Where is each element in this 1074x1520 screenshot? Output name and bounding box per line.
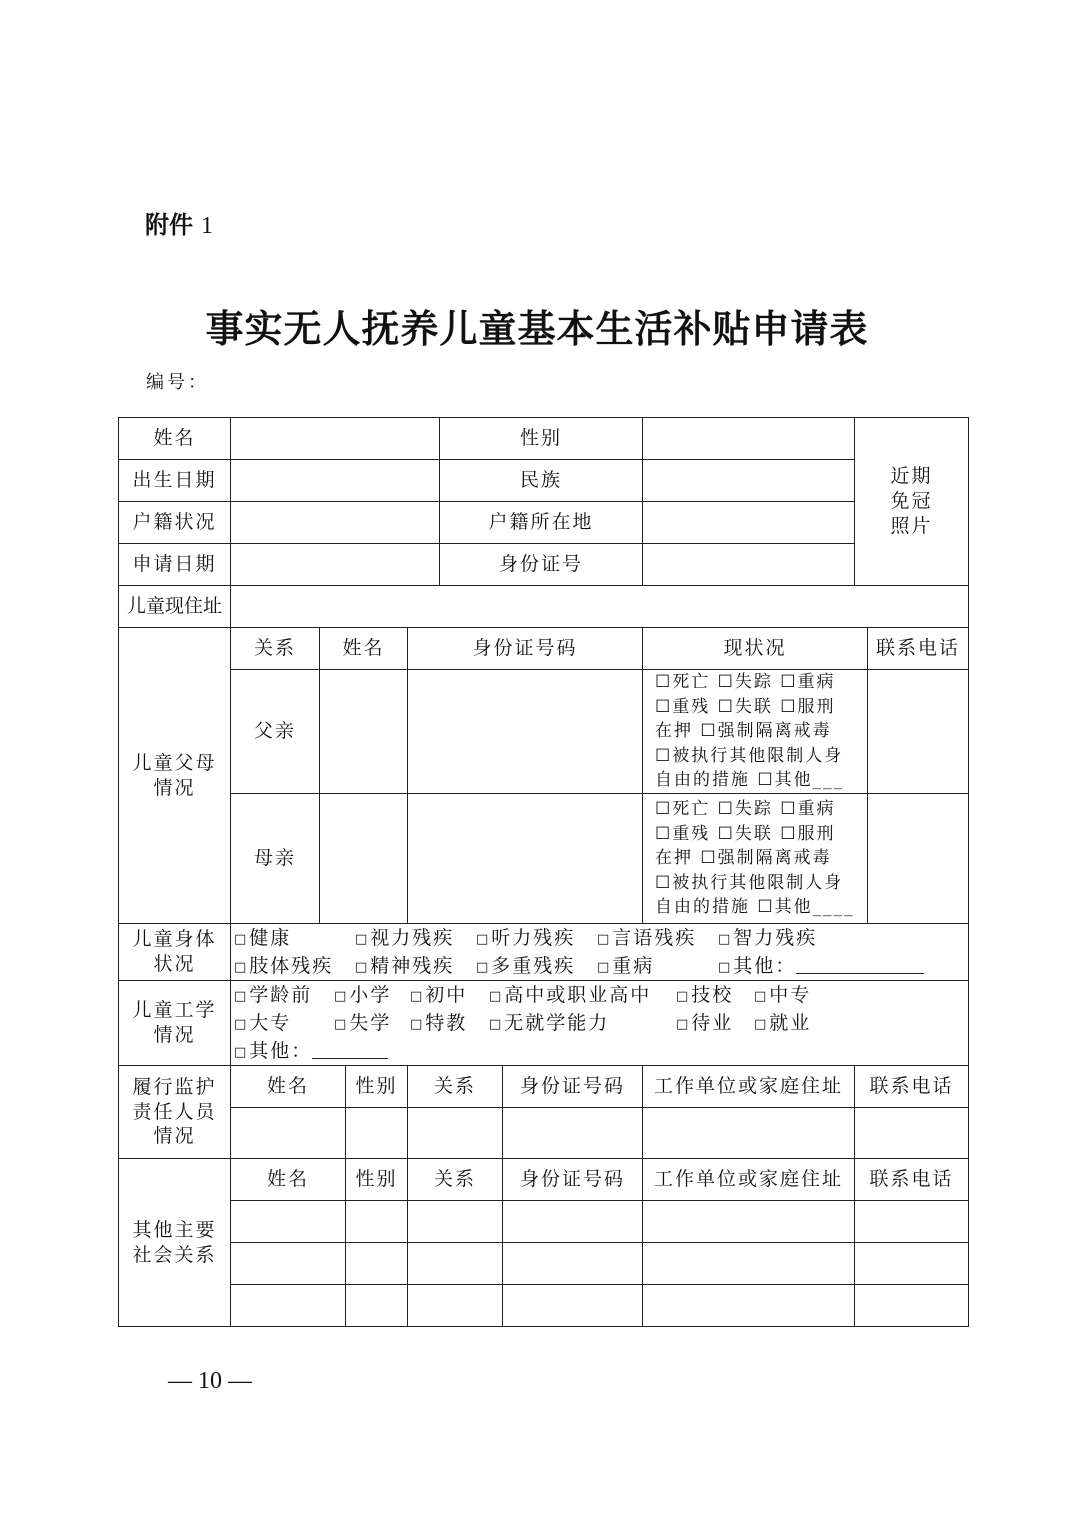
guardian-header-address: 工作单位或家庭住址 — [643, 1066, 855, 1108]
guardian-header-relation: 关系 — [408, 1066, 503, 1108]
study-option-other[interactable]: □其他： — [234, 1037, 388, 1066]
guardian-address-field[interactable] — [643, 1108, 855, 1159]
study-option[interactable]: □大专 — [234, 1012, 292, 1034]
mother-label: 母亲 — [231, 794, 320, 924]
mother-status-options[interactable]: ☐死亡 ☐失踪 ☐重病 ☐重残 ☐失联 ☐服刑 在押 ☐强制隔离戒毒 ☐被执行其他限制人身 自由的措施 ☐其他____ — [643, 794, 868, 924]
table-row — [119, 1243, 969, 1285]
health-option[interactable]: □多重残疾 — [476, 955, 576, 977]
guardian-header-id: 身份证号码 — [503, 1066, 643, 1108]
guardian-phone-field[interactable] — [855, 1108, 969, 1159]
health-option[interactable]: □智力残疾 — [718, 927, 818, 949]
health-option[interactable]: □听力残疾 — [476, 927, 576, 949]
guardian-id-field[interactable] — [503, 1108, 643, 1159]
health-option[interactable]: □重病 — [597, 955, 655, 977]
health-option[interactable]: □精神残疾 — [355, 955, 455, 977]
study-option[interactable]: □小学 — [334, 984, 392, 1006]
study-option[interactable]: □技校 — [676, 984, 734, 1006]
social-address-field[interactable] — [643, 1285, 855, 1327]
study-option[interactable]: □失学 — [334, 1012, 392, 1034]
study-option[interactable]: □待业 — [676, 1012, 734, 1034]
social-header-gender: 性别 — [346, 1159, 408, 1201]
birth-date-label: 出生日期 — [119, 460, 231, 502]
social-section-label: 其他主要 社会关系 — [119, 1159, 231, 1327]
social-header-address: 工作单位或家庭住址 — [643, 1159, 855, 1201]
parents-header-status: 现状况 — [643, 628, 868, 670]
social-phone-field[interactable] — [855, 1285, 969, 1327]
social-phone-field[interactable] — [855, 1243, 969, 1285]
social-header-phone: 联系电话 — [855, 1159, 969, 1201]
gender-field[interactable] — [643, 418, 855, 460]
guardian-header-gender: 性别 — [346, 1066, 408, 1108]
apply-date-field[interactable] — [231, 544, 440, 586]
father-label: 父亲 — [231, 670, 320, 794]
social-address-field[interactable] — [643, 1201, 855, 1243]
health-section-label: 儿童身体 状况 — [119, 924, 231, 981]
hukou-place-field[interactable] — [643, 502, 855, 544]
father-status-options[interactable]: ☐死亡 ☐失踪 ☐重病 ☐重残 ☐失联 ☐服刑 在押 ☐强制隔离戒毒 ☐被执行其他限制人身 自由的措施 ☐其他___ — [643, 670, 868, 794]
id-number-label: 身份证号 — [440, 544, 643, 586]
social-gender-field[interactable] — [346, 1243, 408, 1285]
mother-name-field[interactable] — [320, 794, 408, 924]
parents-header-name: 姓名 — [320, 628, 408, 670]
mother-id-field[interactable] — [408, 794, 643, 924]
father-id-field[interactable] — [408, 670, 643, 794]
social-relation-field[interactable] — [408, 1285, 503, 1327]
father-name-field[interactable] — [320, 670, 408, 794]
parents-header-phone: 联系电话 — [868, 628, 969, 670]
social-id-field[interactable] — [503, 1285, 643, 1327]
guardian-name-field[interactable] — [231, 1108, 346, 1159]
social-name-field[interactable] — [231, 1201, 346, 1243]
apply-date-label: 申请日期 — [119, 544, 231, 586]
health-options — [231, 924, 969, 981]
ethnicity-label: 民族 — [440, 460, 643, 502]
study-option[interactable]: □初中 — [410, 984, 468, 1006]
social-name-field[interactable] — [231, 1285, 346, 1327]
study-option[interactable]: □就业 — [754, 1012, 812, 1034]
guardian-relation-field[interactable] — [408, 1108, 503, 1159]
parents-header-relation: 关系 — [231, 628, 320, 670]
form-title: 事实无人抚养儿童基本生活补贴申请表 — [205, 306, 869, 351]
social-id-field[interactable] — [503, 1243, 643, 1285]
study-option[interactable]: □无就学能力 — [489, 1012, 610, 1034]
study-section-label: 儿童工学 情况 — [119, 981, 231, 1066]
guardian-section-label: 履行监护 责任人员 情况 — [119, 1066, 231, 1159]
table-row — [119, 1285, 969, 1327]
social-address-field[interactable] — [643, 1243, 855, 1285]
parents-header-id: 身份证号码 — [408, 628, 643, 670]
social-relation-field[interactable] — [408, 1243, 503, 1285]
name-label: 姓名 — [119, 418, 231, 460]
guardian-header-name: 姓名 — [231, 1066, 346, 1108]
social-header-id: 身份证号码 — [503, 1159, 643, 1201]
hukou-status-field[interactable] — [231, 502, 440, 544]
social-header-name: 姓名 — [231, 1159, 346, 1201]
page-number: — 10 — — [168, 1368, 252, 1394]
photo-box[interactable]: 近期 免冠 照片 — [855, 418, 969, 586]
study-other-blank[interactable] — [312, 1040, 388, 1059]
health-option-other[interactable]: □其他： — [718, 952, 924, 981]
social-gender-field[interactable] — [346, 1285, 408, 1327]
gender-label: 性别 — [440, 418, 643, 460]
social-id-field[interactable] — [503, 1201, 643, 1243]
birth-date-field[interactable] — [231, 460, 440, 502]
guardian-header-phone: 联系电话 — [855, 1066, 969, 1108]
guardian-gender-field[interactable] — [346, 1108, 408, 1159]
id-number-field[interactable] — [643, 544, 855, 586]
mother-phone-field[interactable] — [868, 794, 969, 924]
social-header-relation: 关系 — [408, 1159, 503, 1201]
address-field[interactable] — [231, 586, 969, 628]
social-phone-field[interactable] — [855, 1201, 969, 1243]
social-gender-field[interactable] — [346, 1201, 408, 1243]
attachment-label: 附件 1 — [145, 211, 213, 239]
health-option[interactable]: □健康 — [234, 927, 292, 949]
hukou-place-label: 户籍所在地 — [440, 502, 643, 544]
serial-number-label: 编号： — [146, 372, 209, 393]
study-option[interactable]: □学龄前 — [234, 984, 313, 1006]
study-option[interactable]: □中专 — [754, 984, 812, 1006]
study-options — [231, 981, 969, 1066]
address-label: 儿童现住址 — [119, 586, 231, 628]
health-option[interactable]: □视力残疾 — [355, 927, 455, 949]
table-row — [119, 1201, 969, 1243]
study-option[interactable]: □高中或职业高中 — [489, 984, 652, 1006]
health-other-blank[interactable] — [796, 955, 924, 974]
father-phone-field[interactable] — [868, 670, 969, 794]
social-relation-field[interactable] — [408, 1201, 503, 1243]
study-option[interactable]: □特教 — [410, 1012, 468, 1034]
parents-section-label: 儿童父母 情况 — [119, 628, 231, 924]
hukou-status-label: 户籍状况 — [119, 502, 231, 544]
ethnicity-field[interactable] — [643, 460, 855, 502]
name-field[interactable] — [231, 418, 440, 460]
application-form-table — [118, 417, 969, 1327]
health-option[interactable]: □言语残疾 — [597, 927, 697, 949]
social-name-field[interactable] — [231, 1243, 346, 1285]
health-option[interactable]: □肢体残疾 — [234, 955, 334, 977]
